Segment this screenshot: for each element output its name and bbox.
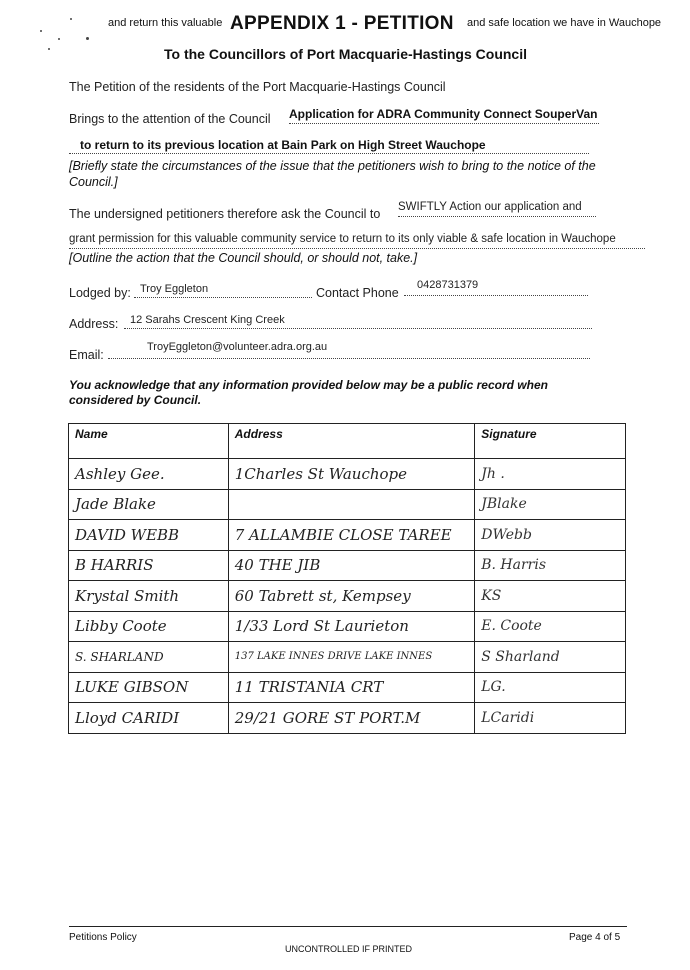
scan-speck [48, 48, 50, 50]
table-row [69, 611, 626, 642]
row-signature: E. Coote [475, 611, 626, 642]
ask-label: The undersigned petitioners therefore ask the Council to [69, 207, 381, 221]
footer-page-number: Page 4 of 5 [569, 932, 621, 943]
lodged-value: Troy Eggleton [140, 283, 209, 295]
header-overflow-left: and return this valuable [108, 17, 223, 29]
row-signature: KS [475, 581, 626, 612]
brings-value-2: to return to its previous location at Bain Park on High Street Wauchope [80, 138, 486, 152]
brings-line-1 [289, 123, 599, 124]
row-name: DAVID WEBB [69, 520, 229, 551]
ask-value-1: SWIFTLY Action our application and [398, 201, 582, 213]
signature-table [68, 423, 626, 734]
row-name: Krystal Smith [69, 581, 229, 612]
row-name: LUKE GIBSON [69, 672, 229, 703]
scan-speck [70, 18, 72, 20]
address-label: Address: [69, 317, 119, 331]
scan-speck [86, 37, 89, 40]
phone-label: Contact Phone [316, 286, 399, 300]
row-signature: DWebb [475, 520, 626, 551]
ask-line-1 [398, 216, 596, 217]
address-value: 12 Sarahs Crescent King Creek [130, 314, 285, 326]
row-signature: Jh . [475, 459, 626, 490]
row-address: 29/21 GORE ST PORT.M [228, 703, 475, 734]
table-row [69, 703, 626, 734]
table-row [69, 520, 626, 551]
brings-label: Brings to the attention of the Council [69, 112, 271, 126]
row-signature: S Sharland [475, 642, 626, 673]
footer-rule [69, 926, 627, 927]
council-title: To the Councillors of Port Macquarie-Hastings Council [164, 46, 527, 62]
phone-line [404, 295, 588, 296]
row-name: Lloyd CARIDI [69, 703, 229, 734]
table-header-row [69, 424, 626, 459]
row-signature: LCaridi [475, 703, 626, 734]
row-signature: JBlake [475, 489, 626, 520]
row-address: 40 THE JIB [228, 550, 475, 581]
email-label: Email: [69, 348, 104, 362]
acknowledge-notice: You acknowledge that any information provided below may be a public record when considered by Council. [69, 378, 548, 407]
lodged-label: Lodged by: [69, 286, 131, 300]
brings-line-2 [69, 153, 589, 154]
petition-intro: The Petition of the residents of the Port Macquarie-Hastings Council [69, 80, 446, 94]
appendix-title: APPENDIX 1 - PETITION [230, 13, 454, 34]
row-name: Jade Blake [69, 489, 229, 520]
scan-speck [40, 30, 42, 32]
table-row [69, 550, 626, 581]
address-line [124, 328, 592, 329]
header-overflow-right: and safe location we have in Wauchope [467, 17, 662, 29]
table-row [69, 489, 626, 520]
row-signature: LG. [475, 672, 626, 703]
table-row [69, 672, 626, 703]
row-address: 60 Tabrett st, Kempsey [228, 581, 475, 612]
footer-policy: Petitions Policy [69, 932, 137, 943]
ask-line-2 [69, 248, 645, 249]
ask-hint: [Outline the action that the Council should, or should not, take.] [69, 251, 418, 265]
email-value: TroyEggleton@volunteer.adra.org.au [147, 341, 328, 353]
table-row [69, 581, 626, 612]
row-name: B HARRIS [69, 550, 229, 581]
table-row [69, 459, 626, 490]
row-address [228, 489, 475, 520]
row-name: Ashley Gee. [69, 459, 229, 490]
row-name: Libby Coote [69, 611, 229, 642]
column-header-name: Name [69, 424, 229, 459]
ask-value-2: grant permission for this valuable community service to return to its only viable & safe location in Wauchope [69, 233, 616, 245]
row-address: 7 ALLAMBIE CLOSE TAREE [228, 520, 475, 551]
brings-hint: [Briefly state the circumstances of the issue that the petitioners wish to bring to the notice of the Council.] [69, 159, 596, 189]
phone-value: 0428731379 [417, 279, 479, 291]
row-address: 1/33 Lord St Laurieton [228, 611, 475, 642]
footer-uncontrolled: UNCONTROLLED IF PRINTED [285, 944, 413, 954]
row-address: 1Charles St Wauchope [228, 459, 475, 490]
row-address: 137 LAKE INNES DRIVE LAKE INNES [228, 642, 475, 673]
table-row [69, 642, 626, 673]
row-address: 11 TRISTANIA CRT [228, 672, 475, 703]
lodged-line [134, 297, 312, 298]
row-name: S. SHARLAND [69, 642, 229, 673]
email-line [108, 358, 590, 359]
row-signature: B. Harris [475, 550, 626, 581]
column-header-address: Address [228, 424, 475, 459]
column-header-signature: Signature [475, 424, 626, 459]
brings-value-1: Application for ADRA Community Connect SouperVan [289, 107, 598, 121]
scan-speck [58, 38, 60, 40]
